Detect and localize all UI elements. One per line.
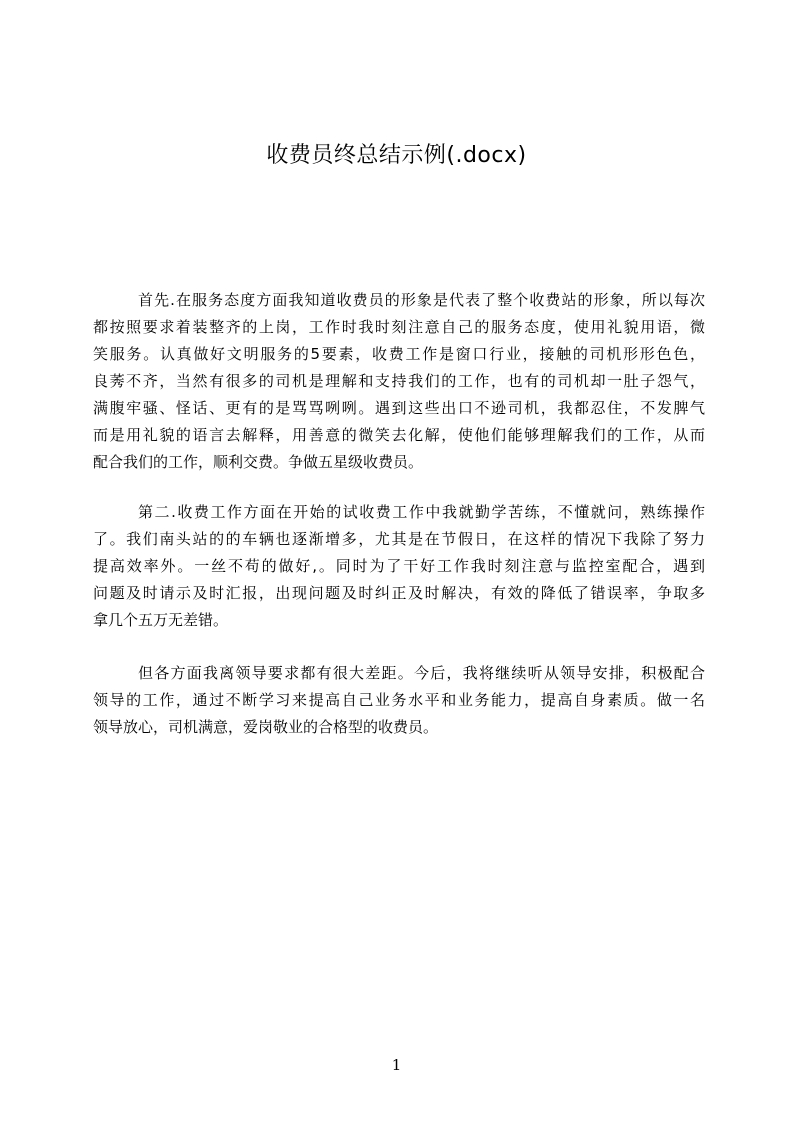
- paragraph-future-plans: [93, 660, 705, 741]
- paragraph-line: 但各方面我离领导要求都有很大差距。今后，我将继续听从领导安排，积极配合: [138, 664, 705, 682]
- paragraph-line: 首先.在服务态度方面我知道收费员的形象是代表了整个收费站的形象，所以每次: [138, 291, 705, 309]
- paragraph-line: 拿几个五万无差错。: [93, 611, 229, 629]
- document-title: 收费员终总结示例(.docx): [266, 143, 527, 168]
- paragraph-toll-work: [93, 499, 705, 634]
- paragraph-service-attitude: [93, 287, 705, 476]
- paragraph-line: 领导放心，司机满意，爱岗敬业的合格型的收费员。: [93, 718, 439, 736]
- paragraph-line: 提高效率外。一丝不苟的做好,。同时为了干好工作我时刻注意与监控室配合，遇到: [93, 557, 705, 575]
- paragraph-line: 都按照要求着装整齐的上岗，工作时我时刻注意自己的服务态度，使用礼貌用语，微: [93, 318, 705, 336]
- paragraph-line: 问题及时请示及时汇报，出现问题及时纠正及时解决，有效的降低了错误率，争取多: [93, 584, 705, 602]
- paragraph-line: 第二.收费工作方面在开始的试收费工作中我就勤学苦练，不懂就问，熟练操作: [138, 503, 705, 521]
- paragraph-line: 满腹牢骚、怪话、更有的是骂骂咧咧。遇到这些出口不逊司机，我都忍住，不发脾气: [93, 399, 705, 417]
- paragraph-line: 良莠不齐，当然有很多的司机是理解和支持我们的工作，也有的司机却一肚子怨气，: [93, 372, 705, 390]
- paragraph-line: 而是用礼貌的语言去解释，用善意的微笑去化解，使他们能够理解我们的工作，从而: [93, 426, 705, 444]
- paragraph-line: 配合我们的工作，顺利交费。争做五星级收费员。: [93, 453, 424, 471]
- paragraph-line: 笑服务。认真做好文明服务的5要素，收费工作是窗口行业，接触的司机形形色色，: [93, 345, 705, 363]
- paragraph-line: 领导的工作，通过不断学习来提高自己业务水平和业务能力，提高自身素质。做一名: [93, 691, 705, 709]
- paragraph-line: 了。我们南头站的的车辆也逐渐增多，尤其是在节假日，在这样的情况下我除了努力: [93, 530, 705, 548]
- page-number: 1: [391, 1056, 402, 1074]
